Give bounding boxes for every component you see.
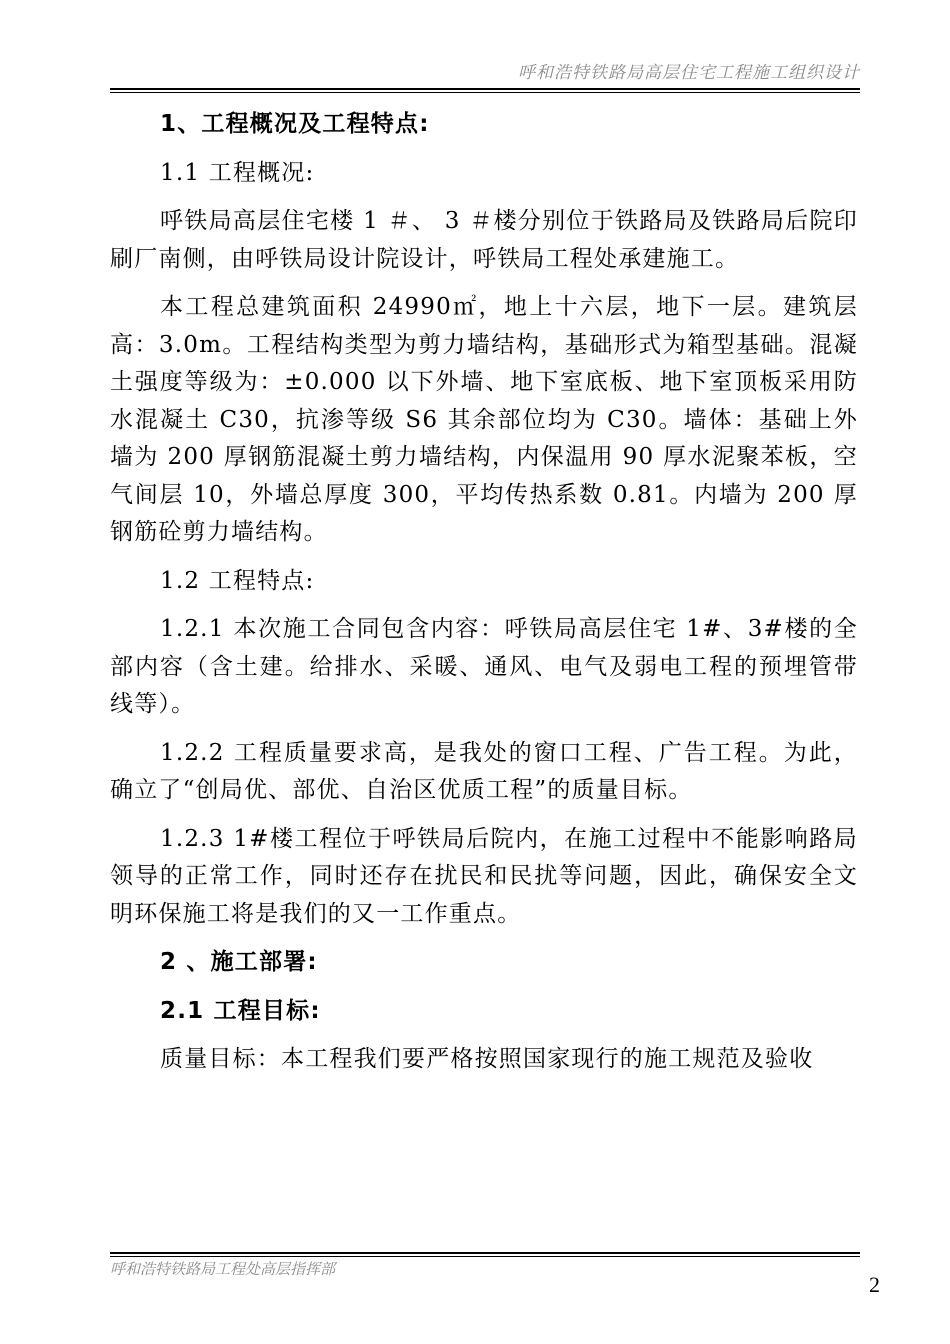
section-2-heading: 2 、施工部署: [160, 949, 318, 975]
section-1-1-heading: 1.1 工程概况: [160, 159, 315, 186]
page-number: 2 [869, 1272, 880, 1297]
section-2-1-heading: 2.1 工程目标: [160, 997, 321, 1024]
document-body [110, 106, 858, 1079]
paragraph-safety-focus: 1.2.3 1#楼工程位于呼铁局后院内，在施工过程中不能影响路局领导的正常工作，同时还存在扰民和民扰等问题，因此，确保安全文明环保施工将是我们的又一工作重点。 [110, 825, 858, 927]
section-1-2-heading: 1.2 工程特点: [160, 567, 315, 594]
paragraph-quality-requirement: 1.2.2 工程质量要求高，是我处的窗口工程、广告工程。为此，确立了“创局优、部优、自治区优质工程”的质量目标。 [110, 739, 858, 803]
running-footer: 呼和浩特铁路局工程处高层指挥部 [110, 1260, 336, 1278]
footer-divider [110, 1252, 860, 1254]
section-1-heading: 1、工程概况及工程特点: [160, 111, 430, 137]
running-header: 呼和浩特铁路局高层住宅工程施工组织设计 [518, 63, 860, 83]
paragraph-project-specs: 本工程总建筑面积 24990㎡，地上十六层，地下一层。建筑层高：3.0m。工程结构类型为剪力墙结构，基础形式为箱型基础。混凝土强度等级为：±0.000 以下外墙、地下室底板、地下室顶板采用防水混凝土 C30，抗渗等级 S6 其余部位均为 C30。墙体：基础上外墙为 200 厚钢筋混凝土剪力墙结构，内保温用 90 厚水泥聚苯板，空气间层 10，外墙总厚度 300，平均传热系数 0.81。内墙为 200 厚钢筋砼剪力墙结构。 [110, 294, 858, 545]
header-divider [110, 88, 860, 90]
paragraph-quality-target: 质量目标：本工程我们要严格按照国家现行的施工规范及验收 [160, 1046, 814, 1072]
paragraph-project-location: 呼铁局高层住宅楼 1 ＃、 3 ＃楼分别位于铁路局及铁路局后院印刷厂南侧，由呼铁局设计院设计，呼铁局工程处承建施工。 [110, 208, 858, 272]
paragraph-contract-scope: 1.2.1 本次施工合同包含内容：呼铁局高层住宅 1#、3#楼的全部内容（含土建。给排水、采暖、通风、电气及弱电工程的预埋管带线等）。 [110, 616, 858, 717]
